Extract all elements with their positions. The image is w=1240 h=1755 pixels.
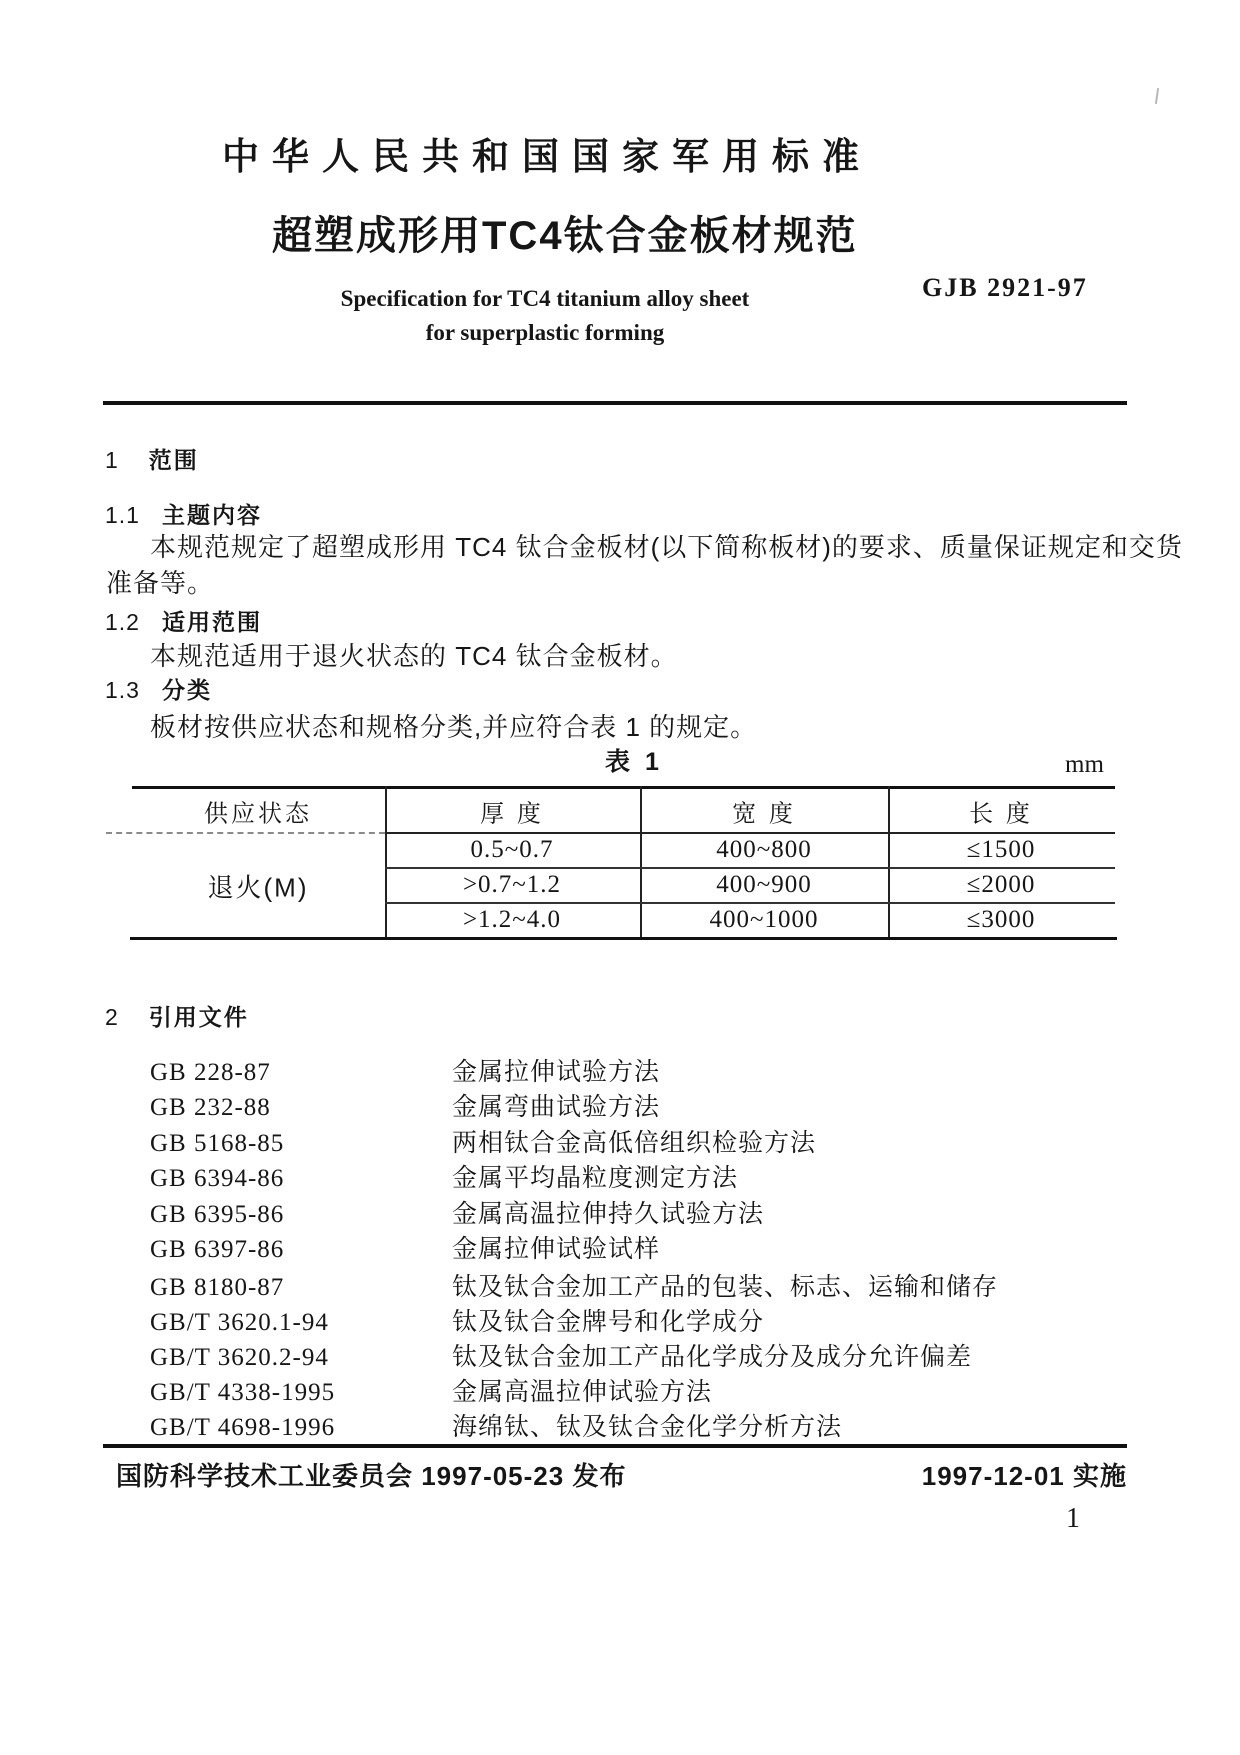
section-2-heading	[105, 1006, 249, 1029]
section-1-title: 范围	[148, 447, 199, 473]
standard-number: GJB 2921-97	[922, 273, 1088, 302]
reference-title: 金属平均晶粒度测定方法	[452, 1164, 739, 1192]
table-row-separator-2	[385, 902, 1115, 904]
section-1-1-paragraph-line2: 准备等。	[106, 568, 215, 598]
section-1-1-heading	[105, 504, 262, 527]
table-cell-length-row2: ≤2000	[966, 871, 1036, 898]
reference-code: GB 6397-86	[150, 1236, 285, 1263]
table-header-separator	[385, 832, 1115, 834]
section-1-heading	[105, 449, 199, 472]
reference-code: GB 6394-86	[150, 1165, 285, 1192]
reference-code: GB/T 3620.2-94	[150, 1344, 329, 1371]
table-cell-width-row3: 400~1000	[709, 906, 819, 933]
table-1	[132, 786, 1115, 940]
reference-title: 钛及钛合金牌号和化学成分	[452, 1308, 765, 1336]
section-1-1-paragraph-line1: 本规范规定了超塑成形用 TC4 钛合金板材(以下简称板材)的要求、质量保证规定和交货	[150, 532, 1183, 562]
reference-title: 金属弯曲试验方法	[452, 1093, 661, 1121]
table-cell-width-row2: 400~900	[716, 871, 812, 898]
scan-artifact-mark	[1155, 88, 1159, 104]
table-cell-width-row1: 400~800	[716, 836, 812, 863]
reference-code: GB 232-88	[150, 1094, 271, 1121]
table-cell-thickness-row3: >1.2~4.0	[462, 906, 562, 933]
section-1-2-title: 适用范围	[161, 609, 262, 635]
table-column-divider-1	[385, 786, 387, 937]
section-1-1-title: 主题内容	[161, 502, 262, 528]
table-cell-supply-state: 退火(M)	[207, 872, 309, 903]
reference-title: 金属拉伸试验试样	[452, 1235, 661, 1263]
section-1-3-heading	[105, 679, 212, 702]
reference-code: GB/T 3620.1-94	[150, 1309, 329, 1336]
reference-title: 金属高温拉伸试验方法	[452, 1378, 713, 1406]
section-1-3-title: 分类	[161, 677, 212, 703]
table-header-supply-state: 供应状态	[204, 800, 312, 828]
reference-code: GB/T 4698-1996	[150, 1414, 336, 1441]
table-1-unit-label: mm	[1065, 751, 1104, 778]
table-header-thickness: 厚 度	[480, 800, 544, 828]
reference-title: 两相钛合金高低倍组织检验方法	[452, 1129, 817, 1157]
table-cell-length-row1: ≤1500	[966, 836, 1036, 863]
reference-title: 钛及钛合金加工产品的包装、标志、运输和储存	[452, 1273, 999, 1301]
table-bottom-border	[130, 937, 1117, 940]
page-number: 1	[1066, 1503, 1080, 1534]
table-1-caption: 表 1	[605, 748, 663, 776]
reference-code: GB 228-87	[150, 1059, 271, 1086]
section-2-title: 引用文件	[148, 1004, 249, 1030]
reference-title: 金属高温拉伸持久试验方法	[452, 1200, 765, 1228]
section-1-2-number: 1.2	[105, 609, 140, 635]
reference-title: 金属拉伸试验方法	[452, 1058, 661, 1086]
reference-code: GB/T 4338-1995	[150, 1379, 336, 1406]
section-1-2-paragraph: 本规范适用于退火状态的 TC4 钛合金板材。	[150, 641, 678, 671]
table-top-border	[132, 786, 1115, 789]
document-title-chinese: 超塑成形用TC4钛合金板材规范	[272, 214, 858, 258]
table-cell-length-row3: ≤3000	[966, 906, 1036, 933]
table-cell-thickness-row1: 0.5~0.7	[470, 836, 554, 863]
title-english-line2: for superplastic forming	[425, 320, 665, 345]
table-column-divider-2	[640, 786, 642, 937]
title-english-line1: Specification for TC4 titanium alloy sheet	[340, 286, 750, 311]
reference-title: 钛及钛合金加工产品化学成分及成分允许偏差	[452, 1343, 973, 1371]
section-1-3-paragraph: 板材按供应状态和规格分类,并应符合表 1 的规定。	[150, 712, 758, 742]
table-header-separator-dashed	[106, 832, 385, 834]
reference-code: GB 6395-86	[150, 1201, 285, 1228]
table-header-length: 长 度	[969, 800, 1033, 828]
table-column-divider-3	[888, 786, 890, 937]
table-row-separator-1	[385, 867, 1115, 869]
header-divider-rule	[103, 401, 1127, 405]
reference-code: GB 8180-87	[150, 1274, 285, 1301]
footer-effective-date: 1997-12-01 实施	[921, 1461, 1127, 1491]
footer-divider-rule	[103, 1444, 1127, 1448]
table-cell-thickness-row2: >0.7~1.2	[462, 871, 562, 898]
section-1-2-heading	[105, 611, 262, 634]
section-2-number: 2	[105, 1004, 119, 1030]
section-1-1-number: 1.1	[105, 502, 140, 528]
document-title-english	[295, 287, 795, 344]
standard-type-title: 中华人民共和国国家军用标准	[222, 136, 872, 177]
section-1-3-number: 1.3	[105, 677, 140, 703]
section-1-number: 1	[105, 447, 119, 473]
footer-issuing-authority-and-date: 国防科学技术工业委员会 1997-05-23 发布	[116, 1461, 627, 1491]
reference-title: 海绵钛、钛及钛合金化学分析方法	[452, 1413, 843, 1441]
reference-code: GB 5168-85	[150, 1130, 285, 1157]
table-header-width: 宽 度	[732, 800, 796, 828]
